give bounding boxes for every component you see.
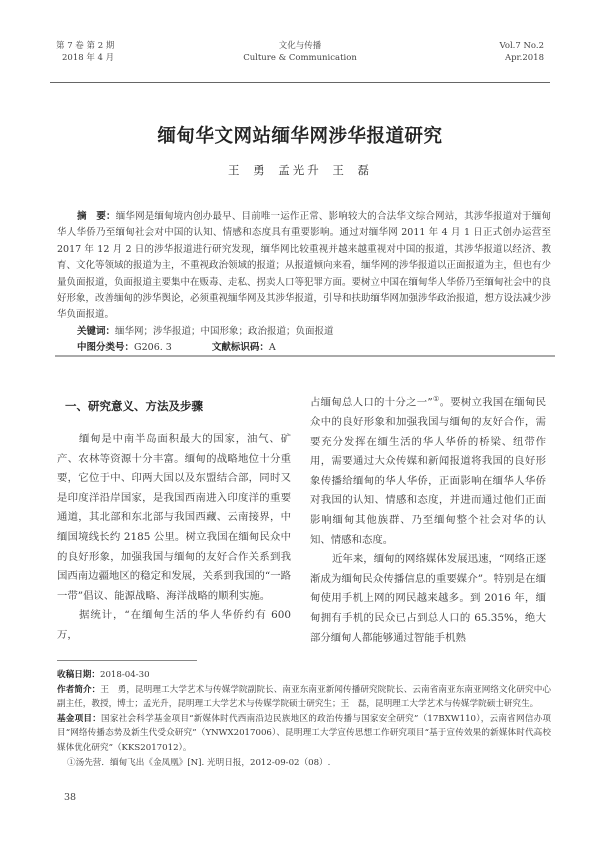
footnote-reference: ①汤先营．缅甸飞出《金凤凰》[N]. 光明日报，2012-09-02（08）.	[67, 757, 331, 768]
abstract-divider	[55, 355, 555, 357]
abstract-paragraph	[57, 209, 551, 324]
abstract-text: 缅华网是缅甸境内创办最早、目前唯一运作正常、影响较大的合法华文综合网站，其涉华报道对于缅甸华人华侨乃至缅甸社会对中国的认知、情感和态度具有重要影响。通过对缅华网 2011 年 4 月 1 日正式创办运营至 2017 年 12 月 2 日的涉华报道进行研究发现，缅华网比较重视并越来越重视对中国的报道，其涉华报道以经济、教育、文化等领域的报道为主，不重视政治领域的报道；从报道倾向来看，缅华网的涉华报道以正面报道为主，但也有少量负面报道，负面报道主要集中在贩毒、走私、拐卖人口等犯罪方面。要树立中国在缅甸华人华侨乃至缅甸社会中的良好形象，改善缅甸的涉华舆论，必须重视缅华网及其涉华报道，引导和扶助缅华网加强涉华政治报道，想方设法减少涉华负面报道。	[57, 211, 552, 321]
header-volume-date-en: Vol.7 No.2 Apr.2018	[499, 41, 544, 63]
body-paragraph: 占缅甸总人口的十分之一”①。要树立我国在缅甸民众中的良好形象和加强我国与缅甸的友好合作，需要充分发挥在缅生活的华人华侨的桥梁、纽带作用，需要通过大众传媒和新闻报道将我国的良好形象传播给缅甸的华人华侨，正面影响在缅华人华侨对我国的认知、情感和态度，并进而通过他们正面影响缅甸其他族群、乃至缅甸整个社会对华的认知、情感和态度。	[310, 395, 547, 546]
section-heading: 一、研究意义、方法及步骤	[65, 399, 203, 413]
clc-value: G206. 3	[134, 342, 172, 354]
article-authors: 王 勇 孟光升 王 磊	[227, 163, 373, 177]
article-title: 缅甸华文网站缅华网涉华报道研究	[157, 126, 443, 147]
author-bio-line: 作者简介：王 勇，昆明理工大学艺术与传媒学院副院长、南亚东南亚新闻传播研究院院长、云南省南亚东南亚网络文化研究中心副主任，教授，博士；孟光升，昆明理工大学艺术与传媒学院硕士研究生；王 磊，昆明理工大学艺术与传媒学院硕士研究生。	[57, 684, 551, 710]
abstract-label: 摘 要：	[77, 211, 116, 222]
footnotes-block	[57, 668, 551, 770]
body-paragraph: 缅甸是中南半岛面积最大的国家，油气、矿产、农林等资源十分丰富。缅甸的战略地位十分重要，它位于中、印两大国以及东盟结合部，同时又是印度洋沿岸国家，是我国西南进入印度洋的重要通道，其北部和东北部与我国西藏、云南接界，中缅国境线长约 2185 公里。树立我国在缅甸民众中的良好形象，加强我国与缅甸的友好合作关系到我国西南边疆地区的稳定和发展，关系到我国的“一路一带”倡议、能源战略、海洋战略的顺利实施。	[57, 433, 291, 602]
doc-code-label: 文献标识码：	[211, 342, 269, 354]
clc-label: 中图分类号：	[77, 342, 135, 354]
keywords-line	[57, 324, 551, 341]
running-header	[50, 40, 550, 83]
received-date-line: 收稿日期：2018-04-30	[57, 670, 150, 680]
header-volume-issue: 第 7 卷 第 2 期 2018 年 4 月	[56, 41, 115, 63]
footnote-divider	[57, 660, 197, 661]
body-column-left	[57, 398, 291, 646]
page-number: 38	[64, 792, 77, 803]
fund-line: 基金项目：国家社会科学基金项目“新媒体时代西南沿边民族地区的政治传播与国家安全研究”（17BXW110），云南省网信办项目“网络传播态势及新生代受众研究”（YNWX2017006）、昆明理工大学宣传思想工作研究项目“基于宣传效果的新媒体时代高校媒体优化研究”（KKS2017012）。	[57, 713, 551, 753]
abstract-block	[57, 209, 551, 357]
doc-code-value: A	[268, 342, 276, 354]
body-paragraph: 近年来，缅甸的网络媒体发展迅速，“网络正逐渐成为缅甸民众传播信息的重要媒介”。特别是在缅甸使用手机上网的网民越来越多。到 2016 年，缅甸拥有手机的民众已占到总人口的 65.35%，绝大部分缅甸人都能够通过智能手机熟	[310, 553, 546, 644]
keywords-label: 关键词：	[77, 325, 116, 337]
keywords-text: 缅华网；涉华报道；中国形象；政治报道；负面报道	[115, 325, 334, 337]
header-journal-name: 文化与传播 Culture & Communication	[243, 41, 357, 63]
footnote-marker[interactable]: ①	[432, 395, 440, 403]
body-column-right	[310, 390, 546, 648]
body-paragraph: 据统计，“在缅甸生活的华人华侨约有 600 万，	[57, 609, 291, 641]
